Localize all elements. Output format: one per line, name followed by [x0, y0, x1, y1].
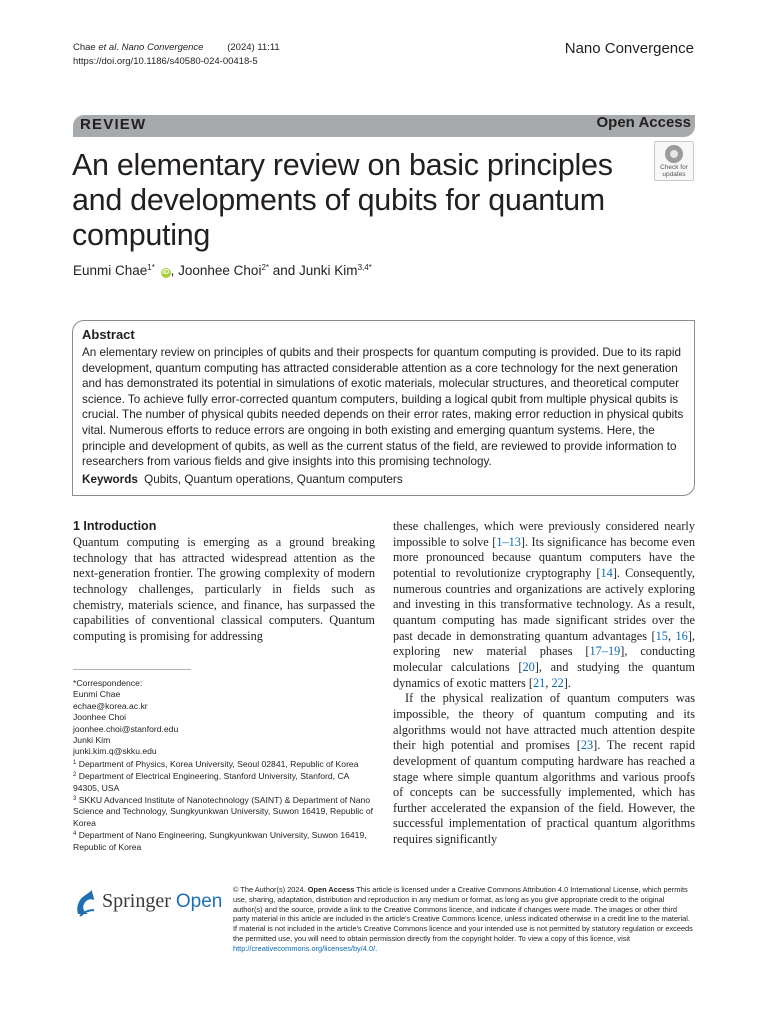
journal-name: Nano Convergence	[564, 40, 694, 57]
header-et-al: et al.	[98, 42, 119, 53]
text-run: ], exploring new material phases [	[393, 628, 695, 659]
check-updates-line2: updates	[662, 171, 686, 178]
corr-name: Joonhee Choi	[73, 712, 127, 723]
abstract-heading: Abstract	[82, 327, 135, 342]
affiliation-text: Department of Nano Engineering, Sungkyunkwan University, Suwon 16419, Republic of Korea	[73, 830, 367, 852]
check-updates-line1: Check for	[660, 164, 688, 171]
corr-email[interactable]: joonhee.choi@stanford.edu	[73, 723, 179, 734]
citation-separator: ,	[545, 675, 552, 690]
license-url-link[interactable]: http://creativecommons.org/licenses/by/4.0/	[233, 943, 376, 953]
corr-email[interactable]: echae@korea.ac.kr	[73, 700, 148, 711]
citation-link[interactable]: 23	[580, 738, 594, 753]
springer-wordmark	[102, 890, 222, 913]
correspondence-label: *Correspondence:	[73, 678, 143, 688]
affiliation-number: 2	[73, 772, 77, 779]
check-updates-icon	[665, 145, 683, 163]
affiliation-text: Department of Electrical Engineering, Stanford University, Stanford, CA 94305, USA	[73, 771, 349, 793]
article-title: An elementary review on basic principles and developments of qubits for quantum computing	[72, 148, 613, 252]
author-name[interactable]: Eunmi Chae	[73, 263, 148, 278]
citation-link[interactable]: 16	[675, 628, 688, 643]
license-prefix: © The Author(s) 2024.	[233, 885, 308, 894]
author-affiliation-mark: 1*	[147, 263, 155, 272]
text-run: ].	[563, 675, 571, 690]
footnote-divider	[73, 669, 191, 670]
author-name[interactable]: and Junki Kim	[269, 263, 358, 278]
correspondence-footnotes	[73, 678, 373, 853]
springer-word: Springer	[102, 890, 171, 912]
author-list	[73, 263, 372, 278]
header-authors: Chae	[73, 42, 99, 53]
paragraph	[393, 519, 695, 691]
author-affiliation-mark: 3,4*	[357, 263, 372, 272]
affiliation	[73, 758, 373, 770]
citation-line	[73, 41, 280, 55]
text-run: these challenges, which were previously considered nearly impossible to solve [	[393, 519, 695, 549]
header-year-volume: (2024) 11:11	[227, 42, 280, 53]
paragraph	[393, 691, 695, 848]
open-access-label: Open Access	[596, 114, 691, 131]
springer-horse-icon	[72, 888, 98, 918]
text-run: ]. Consequently, numerous countries and organizations are actively exploring and investing in this transformative technology. As a result, quantum computing has made significant strides over the past decade in demonstrating quantum advantages [	[393, 565, 695, 643]
doi-link[interactable]: https://doi.org/10.1186/s40580-024-00418-5	[73, 56, 258, 67]
author-affiliation-mark: 2*	[261, 263, 270, 272]
citation-link[interactable]: 14	[600, 565, 613, 580]
header-journal: Nano Convergence	[121, 42, 204, 53]
citation-separator: ,	[667, 628, 676, 643]
affiliation-text: Department of Physics, Korea University, Seoul 02841, Republic of Korea	[76, 758, 359, 769]
body-text-right	[393, 519, 695, 848]
text-run: ], and studying the quantum dynamics of exotic matters [	[393, 659, 696, 690]
affiliation	[73, 829, 373, 853]
keywords-label: Keywords	[82, 472, 138, 486]
citation-link[interactable]: 21	[533, 675, 546, 690]
keywords-list: Qubits, Quantum operations, Quantum computers	[144, 472, 403, 486]
text-run: ], conducting molecular calculations [	[393, 644, 695, 674]
citation-link[interactable]: 17–19	[589, 644, 621, 659]
body-text-left: Quantum computing is emerging as a ground breaking technology that has attracted widespread attention as the next-generation frontier. The growing complexity of modern technology challenges, particularly in fields such as chemistry, materials science, and finance, has surpassed the capabilities of conventional classical computers. Quantum computing is promising for addressing	[73, 535, 375, 643]
affiliation	[73, 770, 373, 794]
text-run: ]. Its significance has become even more pronounced because quantum computers have the potential to revolutionize cryptography [	[393, 534, 695, 580]
orcid-icon[interactable]: iD	[162, 269, 170, 276]
citation-link[interactable]: 20	[522, 659, 535, 674]
citation-link[interactable]: 22	[551, 675, 564, 690]
license-suffix: .	[375, 943, 378, 953]
text-run: ]. The recent rapid development of quantum computing hardware has reached a stage where simple quantum algorithms and various proofs of concepts can be successfully implemented, which has further accelerated the expansion of the field. However, the successful implementation of practical quantum algorithms requires significantly	[393, 738, 696, 847]
corr-email[interactable]: junki.kim.q@skku.edu	[73, 746, 157, 757]
affiliation	[73, 794, 373, 829]
author-name[interactable]: , Joonhee Choi	[170, 263, 262, 278]
open-word: Open	[175, 891, 223, 912]
abstract-text: An elementary review on principles of qubits and their prospects for quantum computing is provided. Due to its rapid development, quantum computing has attracted considerable attention as a core technology for the next generation and has demonstrated its potential in simulations of exotic materials, molecular structures, and theoretical computer science. To achieve fully error-corrected quantum computers, building a logical qubit from multiple physical qubits is crucial. The number of physical qubits needed depends on their error rates, making error reduction in physical qubits vital. Numerous efforts to reduce errors are ongoing in both existing and emerging quantum systems. Here, the principle and development of qubits, as well as the current status of the field, are reviewed to provide information to researchers from various fields and give insights into this promising technology.	[82, 346, 684, 469]
text-run: If the physical realization of quantum computers was impossible, the theory of quantum computing and its algorithms would not have attracted much attention despite their high potential and promises [	[393, 691, 695, 753]
citation-link[interactable]: 15	[655, 628, 668, 643]
running-header	[73, 41, 280, 69]
corr-name: Junki Kim	[73, 735, 111, 746]
affiliation-number: 1	[73, 759, 77, 766]
citation-link[interactable]: 1–13	[496, 534, 521, 549]
article-type-label: REVIEW	[80, 116, 147, 133]
license-body: This article is licensed under a Creative Commons Attribution 4.0 International License, which permits use, sharing, adaptation, distribution and reproduction in any medium or format, as long as you give appropriate credit to the original author(s) and the source, provide a link to the Creative Commons licence, and indicate if changes were made. The images or other third party material in this article are included in the article's Creative Commons licence, unless indicated otherwise in a credit line to the material. If material is not included in the article's Creative Commons licence and your intended use is not permitted by statutory regulation or exceeds the permitted use, you will need to obtain permission directly from the copyright holder. To view a copy of this licence, visit	[233, 885, 693, 943]
section-heading-introduction: 1 Introduction	[73, 519, 157, 533]
affiliation-text: SKKU Advanced Institute of Nanotechnology (SAINT) & Department of Nano Science and Technology, Sungkyunkwan University, Suwon 16419, Republic of Korea	[73, 795, 374, 828]
affiliation-number: 4	[73, 831, 77, 838]
keywords-line	[82, 472, 685, 488]
license-text	[233, 885, 695, 954]
corr-name: Eunmi Chae	[73, 689, 121, 700]
license-open-access: Open Access	[307, 885, 355, 894]
abstract-box	[72, 320, 695, 496]
affiliation-number: 3	[73, 796, 77, 803]
check-for-updates-badge[interactable]	[654, 141, 694, 181]
